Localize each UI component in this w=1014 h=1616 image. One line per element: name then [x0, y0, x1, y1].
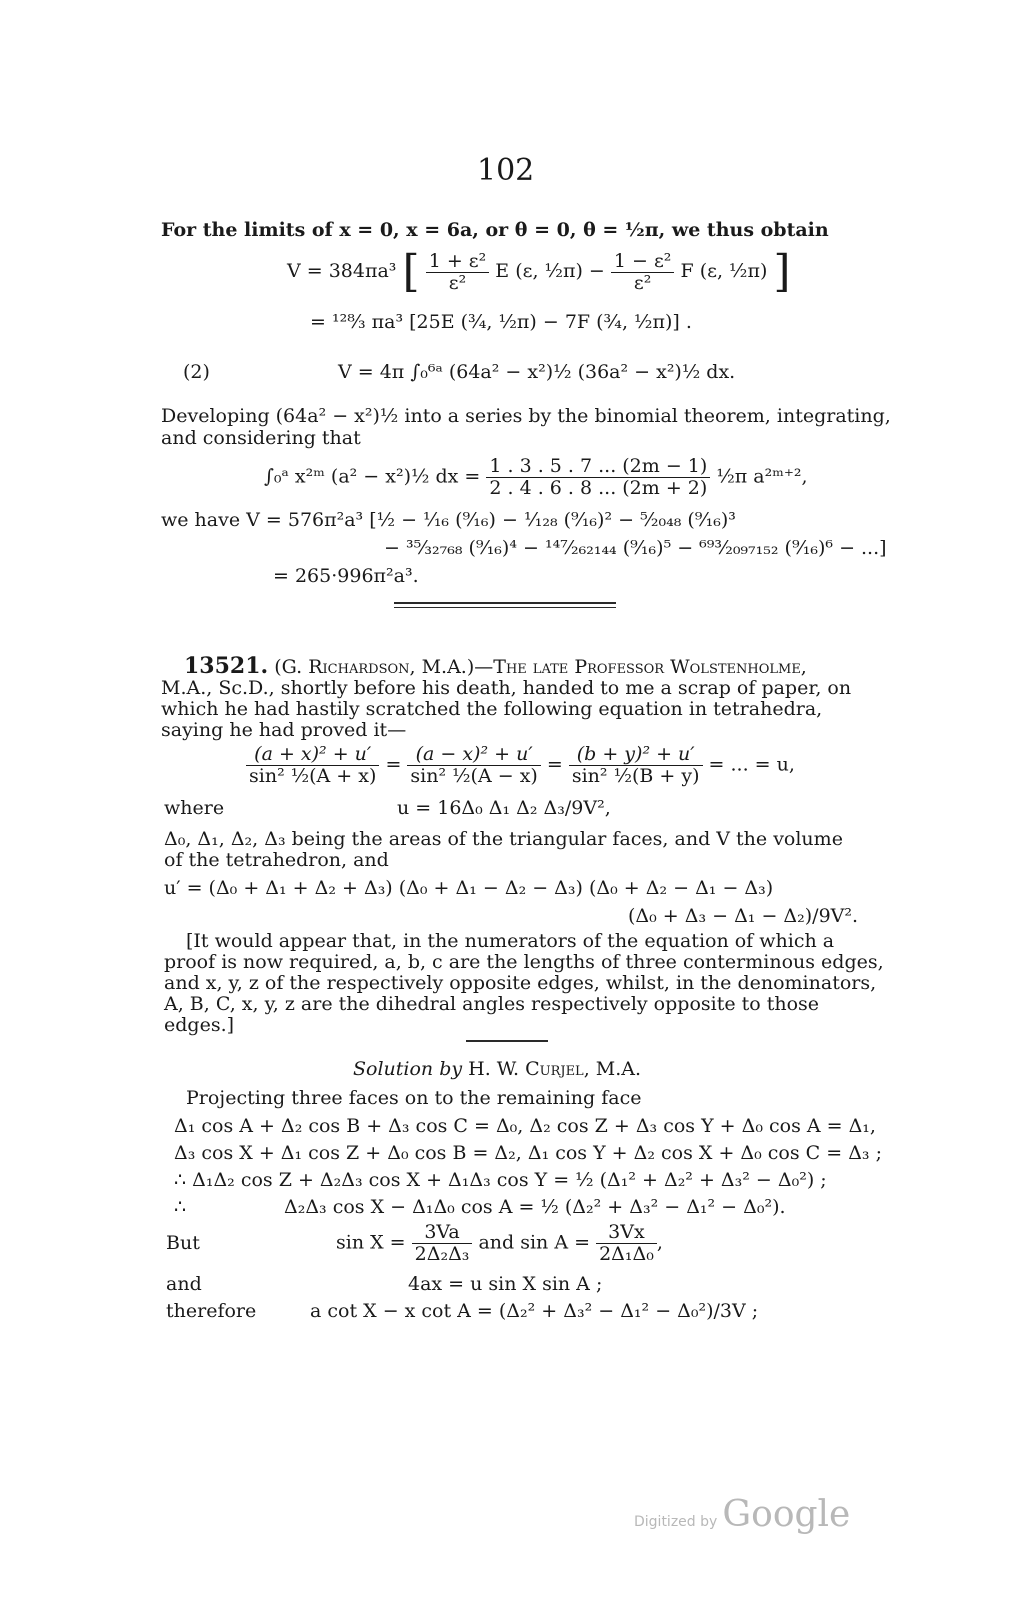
therefore-label: therefore	[166, 1300, 257, 1322]
equation-v-numeric: = ¹²⁸⁄₃ πa³ [25E (¾, ½π) − 7F (¾, ½π)] .	[310, 311, 692, 333]
but-f1-num: 3Va	[412, 1222, 473, 1244]
uprime-line-2: (Δ₀ + Δ₃ − Δ₁ − Δ₂)/9V².	[628, 905, 859, 927]
integral-den: 2 . 4 . 6 . 8 ... (2m + 2)	[489, 477, 708, 499]
but-comma: ,	[656, 1231, 663, 1254]
solution-author: H. W. Curjel, M.A.	[468, 1058, 642, 1080]
problem-line-4: saying he had proved it—	[161, 719, 407, 741]
but-f1-den: 2Δ₂Δ₃	[414, 1243, 470, 1265]
problem-number: 13521.	[184, 653, 269, 679]
note-line-1: [It would appear that, in the numerators of the equation of which a	[186, 930, 835, 952]
equals-2: =	[546, 753, 569, 776]
eq1-fraction-2	[611, 251, 675, 294]
solution-separator	[466, 1040, 548, 1042]
pf1-den: sin² ½(A + x)	[249, 765, 377, 787]
series-line-2: − ³⁵⁄₃₂₇₆₈ (⁹⁄₁₆)⁴ − ¹⁴⁷⁄₂₆₂₁₄₄ (⁹⁄₁₆)⁵ − ⁶⁹³⁄₂₀₉₇₁₅₂ (⁹⁄₁₆)⁶ − ...]	[384, 537, 887, 559]
but-f2-num: 3Vx	[596, 1222, 657, 1244]
digitized-watermark	[634, 1494, 850, 1535]
eq1-frac1-den: ε²	[448, 271, 467, 294]
separator-rule-top	[394, 602, 616, 604]
therefore-equation: a cot X − x cot A = (Δ₂² + Δ₃² − Δ₁² − Δ₀²)/3V ;	[310, 1300, 759, 1322]
pf3-num: (b + y)² + u′	[569, 744, 703, 766]
eq1-mid: E (ε, ½π) −	[495, 260, 605, 282]
note-line-4: A, B, C, x, y, z are the dihedral angles respectively opposite to those	[164, 993, 820, 1015]
eq1-fraction-1	[426, 251, 490, 294]
equation-v-integral: V = 4π ∫₀⁶ᵃ (64a² − x²)½ (36a² − x²)½ dx.	[338, 361, 736, 383]
series-result: = 265·996π²a³.	[273, 565, 419, 587]
equation-label-2: (2)	[183, 361, 210, 383]
problem-eq-tail: = ... = u,	[708, 753, 795, 776]
and-equation: 4ax = u sin X sin A ;	[408, 1273, 603, 1295]
but-equation	[336, 1222, 663, 1265]
problem-line-3: which he had hastily scratched the following equation in tetrahedra,	[161, 698, 823, 720]
areas-line-2: of the tetrahedron, and	[164, 849, 389, 871]
solution-line-4-symbol: ∴	[174, 1196, 187, 1218]
equation-integral-identity	[264, 456, 808, 499]
problem-line-1	[184, 653, 807, 679]
eq1-frac1-num: 1 + ε²	[426, 251, 490, 273]
but-and: and sin A =	[478, 1231, 591, 1254]
problem-main-equation	[246, 744, 795, 787]
solution-heading-italic: Solution by	[353, 1058, 463, 1080]
watermark-prefix: Digitized by	[634, 1514, 718, 1530]
note-line-2: proof is now required, a, b, c are the lengths of three conterminous edges,	[164, 951, 884, 973]
pf1-num: (a + x)² + u′	[246, 744, 379, 766]
solution-intro: Projecting three faces on to the remaining face	[186, 1087, 642, 1109]
but-f2-den: 2Δ₁Δ₀	[599, 1243, 654, 1265]
problem-line1-rest: —The late Professor Wolstenholme,	[474, 656, 807, 678]
and-label: and	[166, 1273, 202, 1295]
solution-line-3: ∴ Δ₁Δ₂ cos Z + Δ₂Δ₃ cos X + Δ₁Δ₃ cos Y = ½ (Δ₁² + Δ₂² + Δ₃² − Δ₀²) ;	[174, 1169, 827, 1191]
integral-fraction	[486, 456, 710, 499]
problem-fraction-3	[569, 744, 703, 787]
solution-line-1: Δ₁ cos A + Δ₂ cos B + Δ₃ cos C = Δ₀, Δ₂ cos Z + Δ₃ cos Y + Δ₀ cos A = Δ₁,	[174, 1115, 876, 1137]
right-bracket: ]	[773, 246, 791, 297]
solution-heading	[353, 1059, 641, 1080]
left-bracket: [	[402, 246, 420, 297]
eq1-end: F (ε, ½π)	[680, 260, 768, 282]
integral-num: 1 . 3 . 5 . 7 ... (2m − 1)	[486, 456, 710, 478]
pf3-den: sin² ½(B + y)	[571, 765, 700, 787]
limits-line: For the limits of x = 0, x = 6a, or θ = 0, θ = ½π, we thus obtain	[161, 219, 829, 241]
but-fraction-2	[596, 1222, 657, 1265]
eq1-frac2-num: 1 − ε²	[611, 251, 675, 273]
problem-fraction-1	[246, 744, 379, 787]
areas-line-1: Δ₀, Δ₁, Δ₂, Δ₃ being the areas of the triangular faces, and V the volume	[164, 828, 843, 850]
where-label: where	[164, 797, 225, 819]
but-fraction-1	[412, 1222, 473, 1265]
series-line-1: we have V = 576π²a³ [½ − ¹⁄₁₆ (⁹⁄₁₆) − ¹⁄₁₂₈ (⁹⁄₁₆)² − ⁵⁄₂₀₄₈ (⁹⁄₁₆)³	[161, 509, 736, 531]
where-equation: u = 16Δ₀ Δ₁ Δ₂ Δ₃/9V²,	[397, 797, 611, 819]
developing-line-2: and considering that	[161, 427, 361, 449]
equals-1: =	[385, 753, 408, 776]
note-line-5: edges.]	[164, 1014, 235, 1036]
page-number: 102	[477, 153, 535, 188]
problem-fraction-2	[407, 744, 540, 787]
separator-rule-bottom	[394, 607, 616, 608]
developing-line-1: Developing (64a² − x²)½ into a series by the binomial theorem, integrating,	[161, 405, 891, 427]
problem-line-2: M.A., Sc.D., shortly before his death, handed to me a scrap of paper, on	[161, 677, 852, 699]
solution-line-2: Δ₃ cos X + Δ₁ cos Z + Δ₀ cos B = Δ₂, Δ₁ cos Y + Δ₂ cos X + Δ₀ cos C = Δ₃ ;	[174, 1142, 882, 1164]
but-lhs: sin X =	[336, 1231, 406, 1254]
problem-author: (G. Richardson, M.A.)	[274, 656, 475, 678]
note-line-3: and x, y, z of the respectively opposite edges, whilst, in the denominators,	[164, 972, 877, 994]
integral-lhs: ∫₀ᵃ x²ᵐ (a² − x²)½ dx =	[264, 465, 481, 488]
but-label: But	[166, 1232, 200, 1254]
uprime-line-1: u′ = (Δ₀ + Δ₁ + Δ₂ + Δ₃) (Δ₀ + Δ₁ − Δ₂ − Δ₃) (Δ₀ + Δ₂ − Δ₁ − Δ₃)	[164, 877, 774, 899]
pf2-num: (a − x)² + u′	[407, 744, 540, 766]
eq1-lhs: V = 384πa³	[287, 260, 397, 282]
solution-line-4: Δ₂Δ₃ cos X − Δ₁Δ₀ cos A = ½ (Δ₂² + Δ₃² − Δ₁² − Δ₀²).	[284, 1196, 786, 1218]
equation-v-elliptic	[287, 246, 791, 297]
google-logo: Google	[722, 1494, 851, 1535]
integral-rhs: ½π a²ᵐ⁺²,	[716, 465, 808, 488]
pf2-den: sin² ½(A − x)	[410, 765, 538, 787]
eq1-frac2-den: ε²	[633, 271, 652, 294]
